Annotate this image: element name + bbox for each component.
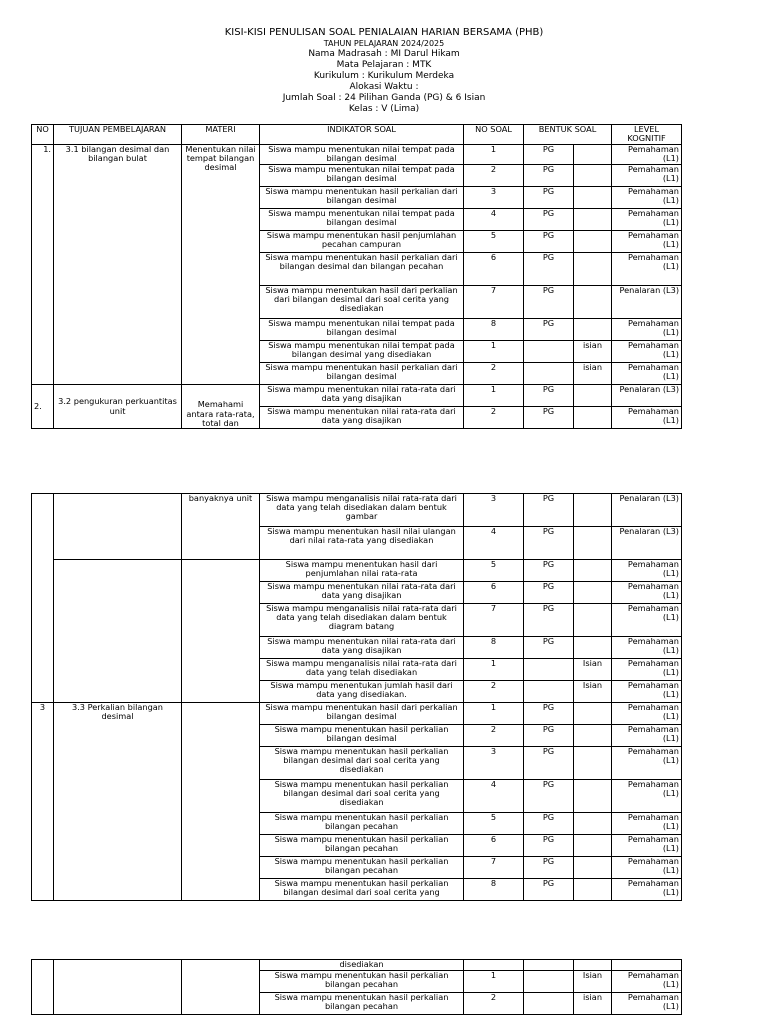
type-pg: PG xyxy=(524,407,574,429)
cognitive-level: Pemahaman (L1) xyxy=(612,971,682,993)
learning-objective xyxy=(54,494,182,560)
cognitive-level: Pemahaman (L1) xyxy=(612,659,682,681)
material-cell: banyaknya unit xyxy=(182,494,260,560)
type-isian xyxy=(574,231,612,253)
type-pg: PG xyxy=(524,879,574,901)
question-number: 8 xyxy=(464,319,524,341)
indicator-cell: Siswa mampu menentukan nilai tempat pada bilangan desimal xyxy=(260,145,464,165)
learning-objective: 3.1 bilangan desimal dan bilangan bulat xyxy=(54,145,182,385)
indicator-cell: Siswa mampu menentukan jumlah hasil dari data yang disediakan. xyxy=(260,681,464,703)
curriculum: Kurikulum : Kurikulum Merdeka xyxy=(313,71,455,81)
indicator-cell: Siswa mampu menentukan hasil dari perkalian bilangan desimal xyxy=(260,703,464,725)
cognitive-level: Pemahaman (L1) xyxy=(612,725,682,747)
col-header-material: MATERI xyxy=(182,125,260,145)
type-pg: PG xyxy=(524,835,574,857)
type-pg xyxy=(524,960,574,971)
type-isian: isian xyxy=(574,363,612,385)
cognitive-level: Pemahaman (L1) xyxy=(612,165,682,187)
material-cell xyxy=(182,703,260,901)
question-number: 2 xyxy=(464,681,524,703)
cognitive-level: Pemahaman (L1) xyxy=(612,341,682,363)
type-pg: PG xyxy=(524,165,574,187)
question-number: 2 xyxy=(464,993,524,1015)
question-number: 1 xyxy=(464,659,524,681)
col-header-indicator: INDIKATOR SOAL xyxy=(260,125,464,145)
question-number: 1 xyxy=(464,341,524,363)
type-pg: PG xyxy=(524,813,574,835)
indicator-cell: Siswa mampu menentukan nilai rata-rata dari data yang disajikan xyxy=(260,385,464,407)
learning-objective: 3.3 Perkalian bilangan desimal xyxy=(54,703,182,901)
indicator-cell: Siswa mampu menentukan nilai rata-rata dari data yang disajikan xyxy=(260,637,464,659)
indicator-cell: Siswa mampu menentukan hasil perkalian bilangan pecahan xyxy=(260,813,464,835)
type-isian xyxy=(574,835,612,857)
type-isian xyxy=(574,494,612,527)
type-pg xyxy=(524,971,574,993)
col-header-question-no: NO SOAL xyxy=(464,125,524,145)
question-number: 2 xyxy=(464,725,524,747)
cognitive-level: Pemahaman (L1) xyxy=(612,560,682,582)
cognitive-level: Pemahaman (L1) xyxy=(612,703,682,725)
cognitive-level: Pemahaman (L1) xyxy=(612,407,682,429)
cognitive-level: Pemahaman (L1) xyxy=(612,582,682,604)
indicator-cell: Siswa mampu menentukan hasil dari penjumlahan nilai rata-rata xyxy=(260,560,464,582)
indicator-cell: Siswa mampu menganalisis nilai rata-rata dari data yang telah disediakan xyxy=(260,659,464,681)
indicator-cell: Siswa mampu menentukan hasil perkalian bilangan pecahan xyxy=(260,835,464,857)
type-isian xyxy=(574,209,612,231)
type-pg xyxy=(524,993,574,1015)
material-cell: Memahami antara rata-rata, total dan xyxy=(182,385,260,429)
row-number: 3 xyxy=(32,703,54,901)
cognitive-level: Pemahaman (L1) xyxy=(612,363,682,385)
type-isian: isian xyxy=(574,341,612,363)
indicator-cell: Siswa mampu menentukan hasil penjumlahan pecahan campuran xyxy=(260,231,464,253)
type-pg xyxy=(524,659,574,681)
subject: Mata Pelajaran : MTK xyxy=(336,60,432,70)
type-pg xyxy=(524,681,574,703)
type-isian xyxy=(574,813,612,835)
indicator-cell: Siswa mampu menentukan hasil perkalian bilangan desimal dari soal cerita yang xyxy=(260,879,464,901)
cognitive-level: Pemahaman (L1) xyxy=(612,231,682,253)
cognitive-level: Pemahaman (L1) xyxy=(612,187,682,209)
indicator-cell: Siswa mampu menentukan nilai tempat pada bilangan desimal yang disediakan xyxy=(260,341,464,363)
question-number: 1 xyxy=(464,703,524,725)
question-count: Jumlah Soal : 24 Pilihan Ganda (PG) & 6 Isian xyxy=(282,93,486,103)
indicator-cell: Siswa mampu menentukan hasil perkalian bilangan desimal dari soal cerita yang disediakan xyxy=(260,747,464,780)
type-isian: Isian xyxy=(574,681,612,703)
row-number: 1. xyxy=(32,145,54,385)
question-number: 3 xyxy=(464,747,524,780)
type-pg xyxy=(524,363,574,385)
indicator-cell: Siswa mampu menentukan hasil perkalian dari bilangan desimal xyxy=(260,363,464,385)
col-header-objective: TUJUAN PEMBELAJARAN xyxy=(54,125,182,145)
type-isian xyxy=(574,637,612,659)
type-pg: PG xyxy=(524,253,574,286)
cognitive-level: Pemahaman (L1) xyxy=(612,209,682,231)
question-number: 7 xyxy=(464,604,524,637)
cognitive-level: Pemahaman (L1) xyxy=(612,879,682,901)
type-pg: PG xyxy=(524,857,574,879)
indicator-cell: Siswa mampu menentukan nilai rata-rata dari data yang disajikan xyxy=(260,407,464,429)
cognitive-level: Pemahaman (L1) xyxy=(612,780,682,813)
question-number: 1 xyxy=(464,971,524,993)
type-pg: PG xyxy=(524,725,574,747)
cognitive-level xyxy=(612,960,682,971)
document-header xyxy=(0,27,768,115)
type-pg: PG xyxy=(524,385,574,407)
blueprint-table-page-3 xyxy=(31,959,682,1015)
question-number: 2 xyxy=(464,407,524,429)
indicator-cell: Siswa mampu menentukan hasil perkalian bilangan pecahan xyxy=(260,971,464,993)
question-number: 1 xyxy=(464,385,524,407)
indicator-cell: Siswa mampu menentukan hasil perkalian bilangan desimal dari soal cerita yang disediakan xyxy=(260,780,464,813)
table-row xyxy=(32,494,682,527)
question-number: 1 xyxy=(464,145,524,165)
question-number: 5 xyxy=(464,231,524,253)
cognitive-level: Pemahaman (L1) xyxy=(612,253,682,286)
cognitive-level: Pemahaman (L1) xyxy=(612,993,682,1015)
cognitive-level: Pemahaman (L1) xyxy=(612,637,682,659)
table-row xyxy=(32,385,682,407)
type-pg: PG xyxy=(524,319,574,341)
type-isian xyxy=(574,319,612,341)
question-number: 6 xyxy=(464,835,524,857)
type-pg xyxy=(524,341,574,363)
type-isian xyxy=(574,604,612,637)
question-number: 2 xyxy=(464,165,524,187)
cognitive-level: Penalaran (L3) xyxy=(612,527,682,560)
type-pg: PG xyxy=(524,604,574,637)
doc-title: KISI-KISI PENULISAN SOAL PENIALAIAN HARIAN BERSAMA (PHB) xyxy=(224,27,544,38)
indicator-cell: Siswa mampu menentukan nilai tempat pada bilangan desimal xyxy=(260,209,464,231)
type-isian xyxy=(574,725,612,747)
type-isian xyxy=(574,703,612,725)
indicator-cell: Siswa mampu menentukan nilai tempat pada bilangan desimal xyxy=(260,319,464,341)
type-pg: PG xyxy=(524,560,574,582)
row-number: 2. xyxy=(32,385,54,429)
learning-objective xyxy=(54,560,182,703)
question-number xyxy=(464,960,524,971)
question-number: 3 xyxy=(464,187,524,209)
cognitive-level: Pemahaman (L1) xyxy=(612,835,682,857)
indicator-cell: Siswa mampu menentukan nilai tempat pada bilangan desimal xyxy=(260,165,464,187)
type-isian xyxy=(574,165,612,187)
question-number: 6 xyxy=(464,253,524,286)
cognitive-level: Pemahaman (L1) xyxy=(612,813,682,835)
cognitive-level: Penalaran (L3) xyxy=(612,494,682,527)
type-isian xyxy=(574,582,612,604)
question-number: 7 xyxy=(464,286,524,319)
type-pg: PG xyxy=(524,780,574,813)
time-allocation: Alokasi Waktu : xyxy=(349,82,419,92)
indicator-cell: Siswa mampu menentukan hasil perkalian dari bilangan desimal dan bilangan pecahan xyxy=(260,253,464,286)
type-isian xyxy=(574,407,612,429)
question-number: 6 xyxy=(464,582,524,604)
type-isian xyxy=(574,253,612,286)
type-pg: PG xyxy=(524,703,574,725)
question-number: 2 xyxy=(464,363,524,385)
type-isian xyxy=(574,960,612,971)
type-isian: isian xyxy=(574,993,612,1015)
cognitive-level: Pemahaman (L1) xyxy=(612,604,682,637)
type-pg: PG xyxy=(524,527,574,560)
type-pg: PG xyxy=(524,637,574,659)
question-number: 3 xyxy=(464,494,524,527)
type-pg: PG xyxy=(524,494,574,527)
question-number: 8 xyxy=(464,637,524,659)
question-number: 4 xyxy=(464,527,524,560)
indicator-cell: Siswa mampu menganalisis nilai rata-rata dari data yang telah disediakan dalam bentuk gambar xyxy=(260,494,464,527)
cognitive-level: Penalaran (L3) xyxy=(612,385,682,407)
material-cell: Menentukan nilai tempat bilangan desimal xyxy=(182,145,260,385)
col-header-cognitive-level: LEVEL KOGNITIF xyxy=(612,125,682,145)
type-pg: PG xyxy=(524,582,574,604)
indicator-cell: disediakan xyxy=(260,960,464,971)
learning-objective: 3.2 pengukuran perkuantitas unit xyxy=(54,385,182,429)
indicator-cell: Siswa mampu menentukan hasil dari perkalian dari bilangan desimal dari soal cerita yang disediakan xyxy=(260,286,464,319)
type-pg: PG xyxy=(524,145,574,165)
madrasah-name: Nama Madrasah : MI Darul Hikam xyxy=(308,49,460,59)
question-number: 7 xyxy=(464,857,524,879)
type-pg: PG xyxy=(524,747,574,780)
indicator-cell: Siswa mampu menentukan hasil perkalian bilangan pecahan xyxy=(260,993,464,1015)
type-isian xyxy=(574,187,612,209)
indicator-cell: Siswa mampu menentukan hasil perkalian bilangan pecahan xyxy=(260,857,464,879)
material-cell xyxy=(182,560,260,703)
type-isian xyxy=(574,879,612,901)
table-row xyxy=(32,703,682,725)
cognitive-level: Pemahaman (L1) xyxy=(612,319,682,341)
question-number: 5 xyxy=(464,560,524,582)
cognitive-level: Pemahaman (L1) xyxy=(612,857,682,879)
type-pg: PG xyxy=(524,286,574,319)
type-isian xyxy=(574,527,612,560)
type-pg: PG xyxy=(524,231,574,253)
question-number: 5 xyxy=(464,813,524,835)
indicator-cell: Siswa mampu menganalisis nilai rata-rata dari data yang telah disediakan dalam bentuk diagram batang xyxy=(260,604,464,637)
question-number: 8 xyxy=(464,879,524,901)
table-row xyxy=(32,560,682,582)
col-header-no: NO xyxy=(32,125,54,145)
question-number: 4 xyxy=(464,209,524,231)
type-isian xyxy=(574,780,612,813)
type-isian xyxy=(574,145,612,165)
indicator-cell: Siswa mampu menentukan hasil perkalian dari bilangan desimal xyxy=(260,187,464,209)
class-level: Kelas : V (Lima) xyxy=(348,104,420,114)
cognitive-level: Pemahaman (L1) xyxy=(612,145,682,165)
cognitive-level: Pemahaman (L1) xyxy=(612,747,682,780)
indicator-cell: Siswa mampu menentukan hasil nilai ulangan dari nilai rata-rata yang disediakan xyxy=(260,527,464,560)
type-isian: Isian xyxy=(574,659,612,681)
type-isian xyxy=(574,747,612,780)
col-header-question-type: BENTUK SOAL xyxy=(524,125,612,145)
row-number xyxy=(32,960,54,1015)
type-pg: PG xyxy=(524,187,574,209)
indicator-cell: Siswa mampu menentukan hasil perkalian bilangan desimal xyxy=(260,725,464,747)
question-number: 4 xyxy=(464,780,524,813)
indicator-cell: Siswa mampu menentukan nilai rata-rata dari data yang disajikan xyxy=(260,582,464,604)
type-isian xyxy=(574,560,612,582)
row-number xyxy=(32,494,54,703)
blueprint-table-page-2 xyxy=(31,493,682,901)
type-isian xyxy=(574,857,612,879)
type-isian: Isian xyxy=(574,971,612,993)
cognitive-level: Pemahaman (L1) xyxy=(612,681,682,703)
table-header-row xyxy=(32,125,682,145)
table-row xyxy=(32,960,682,971)
table-row xyxy=(32,145,682,165)
school-year: TAHUN PELAJARAN 2024/2025 xyxy=(323,39,445,48)
cognitive-level: Penalaran (L3) xyxy=(612,286,682,319)
type-isian xyxy=(574,286,612,319)
type-pg: PG xyxy=(524,209,574,231)
type-isian xyxy=(574,385,612,407)
blueprint-table-page-1 xyxy=(31,124,682,429)
material-cell xyxy=(182,960,260,1015)
learning-objective xyxy=(54,960,182,1015)
